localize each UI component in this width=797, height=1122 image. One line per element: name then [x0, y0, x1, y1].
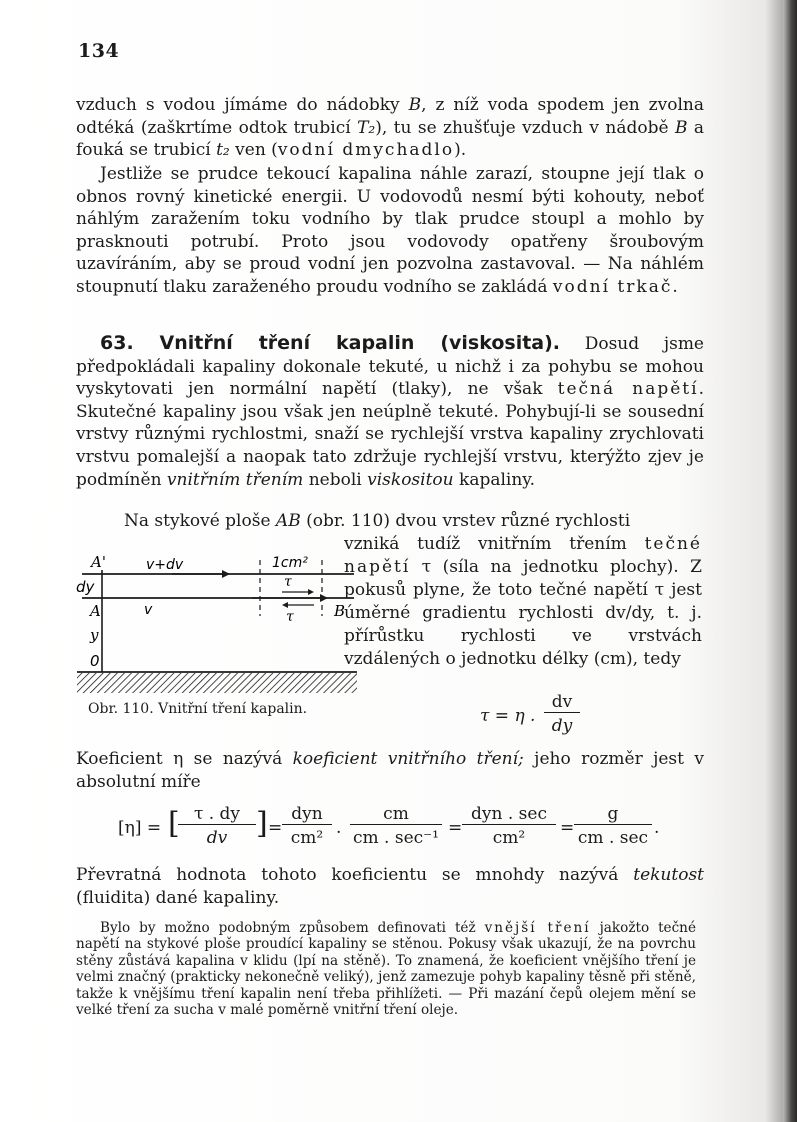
figure-side-text: vzniká tudíž vnitřním třením tečné napětí τ (síla na jednotku plochy). Z pokusů plyne, že toto tečné napětí τ jest úměrné gradientu rychlosti dv/dy, t. j. přírůstku rychlosti ve vrstvách vzdálených o jednotku délky (cm), tedy [344, 534, 702, 669]
section-heading: 63. Vnitřní tření kapalin (viskosita). [100, 332, 561, 354]
wall-hatching [77, 673, 357, 693]
figure-110-diagram [72, 548, 362, 708]
label-a-prime: A' [91, 553, 106, 571]
label-b: B [334, 602, 346, 620]
paragraph-dmychadlo: vzduch s vodou jímáme do nádobky B, z níž voda spodem jen zvolna odtéká (zaškrtíme odtok trubicí T₂), tu se zhušťuje vzduch v nádobě B a fouká se trubicí t₂ ven (vodní dmychadlo). [76, 95, 704, 161]
label-y: y [90, 626, 99, 644]
label-tau-upper: τ [284, 574, 292, 590]
section-63-paragraph: 63. Vnitřní tření kapalin (viskosita). Dosud jsme předpokládali kapaliny dokonale tekuté, u nichž i za pohybu se mohou vyskytovati jen normální napětí (tlaky), ne však tečná napětí. Skutečné kapaliny jsou však jen neúplně tekuté. Pohybují-li se sousední vrstvy různými rychlostmi, snaží se rychlejší vrstva kapaliny zrychlovati vrstvu pomalejší a naopak tato zdržuje rychlejší vrstvu, kterýžto zjev je podmíněn vnitřním třením neboli viskositou kapaliny. [76, 332, 704, 490]
page-number: 134 [78, 40, 120, 62]
paragraph-tekutost: Převratná hodnota tohoto koeficientu se mnohdy nazývá tekutost (fluidita) dané kapaliny. [76, 865, 704, 908]
paragraph-koeficient: Koeficient η se nazývá koeficient vnitřního tření; jeho rozměr jest v absolutní míře [76, 749, 704, 792]
label-v-dv: v+dv [146, 557, 184, 573]
equation-dimension: [η] = [ τ . dy dv ] = dyn cm² . cm cm . sec⁻¹ = dyn . sec cm² = g cm . sec . [118, 804, 660, 848]
arrow-tau-upper [308, 589, 314, 595]
label-v: v [144, 602, 153, 618]
equation-tau: τ = η . dv dy [470, 692, 670, 740]
small-print-note: Bylo by možno podobným způsobem definovati též vnější tření jakožto tečné napětí na stykové ploše proudící kapaliny se stěnou. Pokusy však ukazují, že na povrchu stěny zůstává kapalina v klidu (lpí na stěně). To znamená, že koeficient vnějšího tření je velmi značný (prakticky nekonečně veliký), jenž zamezuje pohyb kapaliny těsně při stěně, takže k vnějšímu tření kapalin není třeba přihlížeti. — Při mazání čepů olejem mění se velké tření za sucha v malé poměrně vnitřní tření oleje. [76, 920, 696, 1019]
label-1cm2: 1cm² [272, 555, 308, 571]
book-binding-shadow [783, 0, 797, 1122]
arrow-v [320, 594, 328, 602]
label-0: 0 [90, 652, 100, 670]
label-a: A [90, 602, 101, 620]
arrow-tau-lower [282, 602, 288, 608]
label-tau-lower: τ [286, 609, 294, 625]
arrow-v-dv [222, 570, 230, 578]
figure-caption: Obr. 110. Vnitřní tření kapalin. [88, 701, 308, 717]
paragraph-trkac: Jestliže se prudce tekoucí kapalina náhle zarazí, stoupne její tlak o obnos rovný kinetické energii. U vodovodů nesmí býti kohouty, neboť náhlým zaražením toku vodního by tlak prudce stoupl a mohlo by prasknouti potrubí. Proto jsou vodovody opatřeny šroubovým uzavíráním, aby se proud vodní jen pozvolna zastavoval. — Na náhlém stoupnutí tlaku zaraženého proudu vodního se zakládá vodní trkač. [76, 164, 704, 297]
paragraph-stykova-plocha: Na stykové ploše AB (obr. 110) dvou vrstev různé rychlosti [124, 511, 631, 531]
label-dy: dy [76, 578, 95, 596]
